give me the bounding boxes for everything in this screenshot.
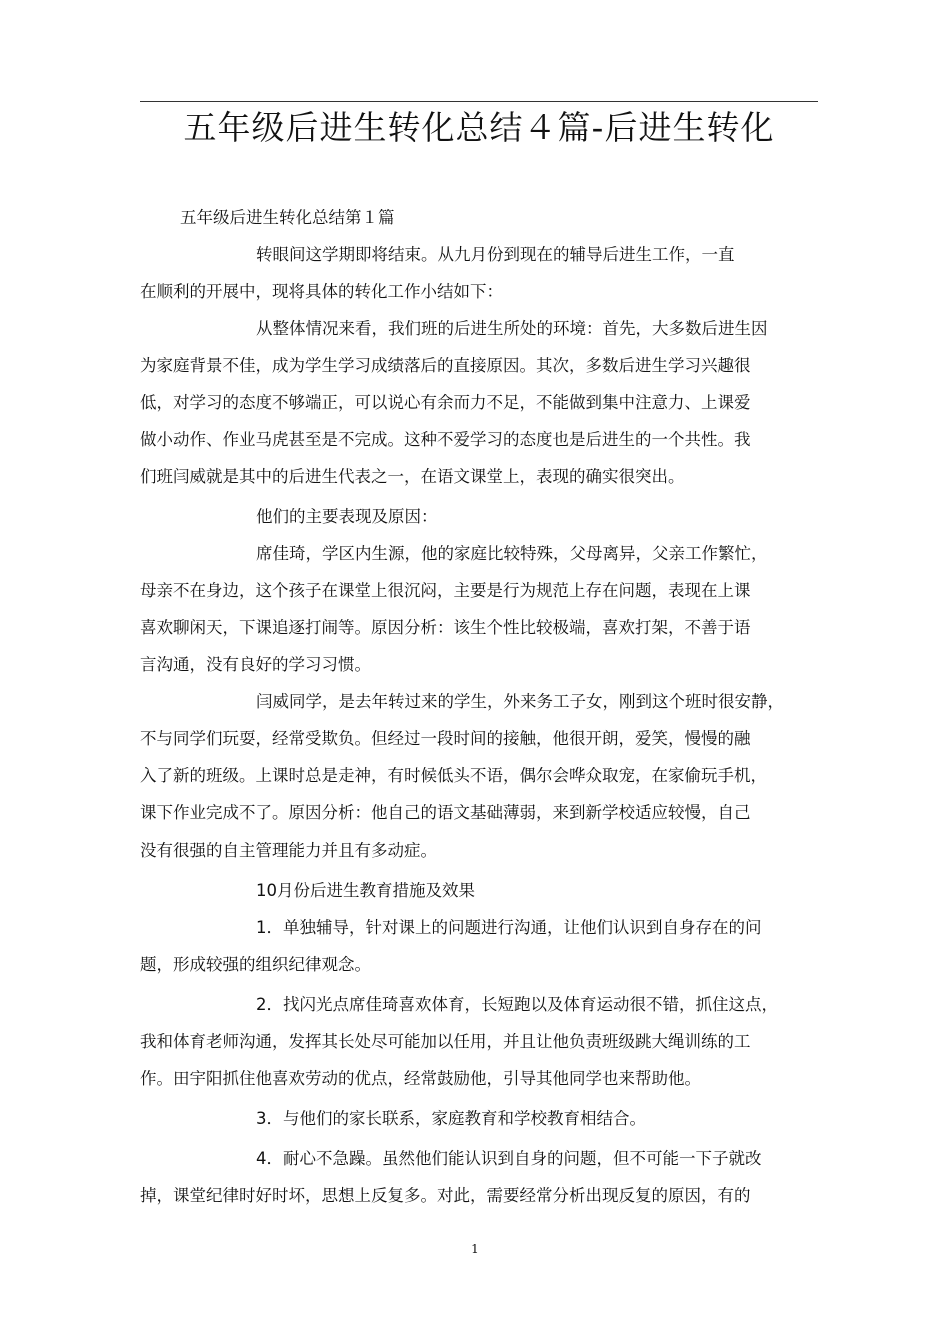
paragraph-line: 言沟通，没有良好的学习习惯。 [140,655,371,674]
paragraph-line: 他们的主要表现及原因： [256,507,438,526]
paragraph-line: 课下作业完成不了。原因分析：他自己的语文基础薄弱，来到新学校适应较慢，自己 [140,803,751,822]
paragraph-line: 做小动作、作业马虎甚至是不完成。这种不爱学习的态度也是后进生的一个共性。我 [140,430,751,449]
paragraph-line: 为家庭背景不佳，成为学生学习成绩落后的直接原因。其次，多数后进生学习兴趣很 [140,356,751,375]
page-number: 1 [471,1242,479,1256]
paragraph-line: 母亲不在身边，这个孩子在课堂上很沉闷，主要是行为规范上存在问题，表现在上课 [140,581,751,600]
paragraph-line: 转眼间这学期即将结束。从九月份到现在的辅导后进生工作，一直 [256,245,735,264]
paragraph-line: 1．单独辅导，针对课上的问题进行沟通，让他们认识到自身存在的问 [256,918,762,937]
paragraph-line: 我和体育老师沟通，发挥其长处尽可能加以任用，并且让他负责班级跳大绳训练的工 [140,1032,751,1051]
paragraph-line: 从整体情况来看，我们班的后进生所处的环境：首先，大多数后进生因 [256,319,768,338]
paragraph-line: 低，对学习的态度不够端正，可以说心有余而力不足，不能做到集中注意力、上课爱 [140,393,751,412]
paragraph-line: 没有很强的自主管理能力并且有多动症。 [140,841,437,860]
paragraph-line: 喜欢聊闲天，下课追逐打闹等。原因分析：该生个性比较极端，喜欢打架，不善于语 [140,618,751,637]
paragraph-line: 掉，课堂纪律时好时坏，思想上反复多。对此，需要经常分析出现反复的原因，有的 [140,1186,751,1205]
paragraph-line: 们班闫威就是其中的后进生代表之一，在语文课堂上，表现的确实很突出。 [140,467,685,486]
section-heading: 五年级后进生转化总结第１篇 [180,208,395,227]
paragraph-line: 在顺利的开展中，现将具体的转化工作小结如下： [140,282,503,301]
paragraph-line: 10月份后进生教育措施及效果 [256,881,475,900]
paragraph-line: 3．与他们的家长联系，家庭教育和学校教育相结合。 [256,1109,646,1128]
paragraph-line: 闫威同学，是去年转过来的学生，外来务工子女，刚到这个班时很安静， [256,692,784,711]
paragraph-line: 不与同学们玩耍，经常受欺负。但经过一段时间的接触，他很开朗，爱笑，慢慢的融 [140,729,751,748]
paragraph-line: 席佳琦，学区内生源，他的家庭比较特殊，父母离异，父亲工作繁忙， [256,544,768,563]
paragraph-line: 入了新的班级。上课时总是走神，有时候低头不语，偶尔会哗众取宠，在家偷玩手机， [140,766,767,785]
paragraph-line: 题，形成较强的组织纪律观念。 [140,955,371,974]
paragraph-line: 作。田宇阳抓住他喜欢劳动的优点，经常鼓励他，引导其他同学也来帮助他。 [140,1069,701,1088]
document-title: 五年级后进生转化总结４篇-后进生转化 [183,108,775,147]
header-rule [140,101,818,102]
paragraph-line: 2．找闪光点席佳琦喜欢体育，长短跑以及体育运动很不错，抓住这点， [256,995,778,1014]
paragraph-line: 4．耐心不急躁。虽然他们能认识到自身的问题，但不可能一下子就改 [256,1149,762,1168]
